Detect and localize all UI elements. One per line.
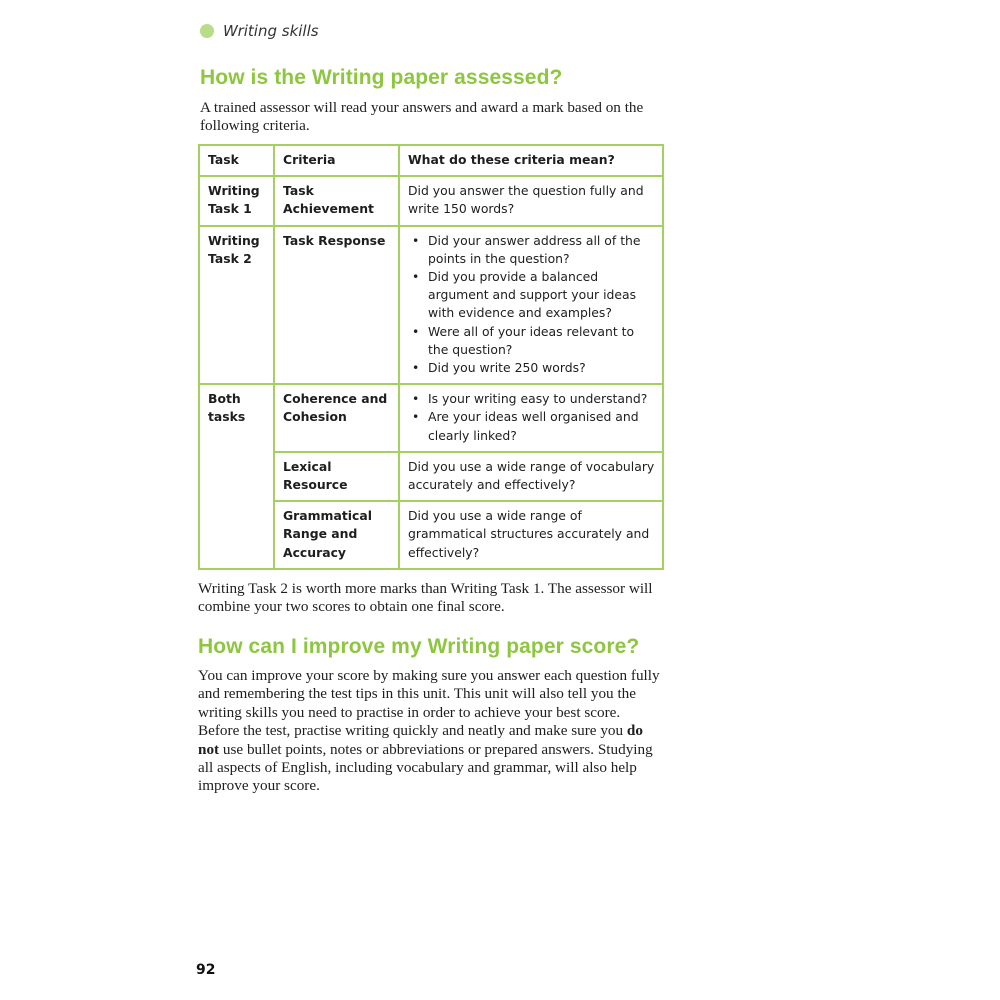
criteria-cell: Grammatical Range and Accuracy: [274, 501, 399, 569]
header-task: Task: [199, 145, 274, 176]
task-cell: Writing Task 2: [199, 226, 274, 385]
note-paragraph: Writing Task 2 is worth more marks than Writing Task 1. The assessor will combine your two scores to obtain one final score.: [198, 580, 653, 616]
table-row: [199, 226, 663, 385]
meaning-cell: [399, 384, 663, 452]
bullet-item: • Were all of your ideas relevant to the question?: [428, 323, 656, 359]
criteria-cell: Task Achievement: [274, 176, 399, 225]
bullet-item: • Is your writing easy to understand?: [428, 390, 656, 408]
improve-text-after: use bullet points, notes or abbreviations or prepared answers. Studying all aspects of English, including vocabulary and grammar, will also help improve your score.: [198, 740, 653, 795]
task-cell: Both tasks: [199, 384, 274, 569]
meaning-cell: Did you answer the question fully and write 150 words?: [399, 176, 663, 225]
meaning-cell: Did you use a wide range of grammatical structures accurately and effectively?: [399, 501, 663, 569]
criteria-table: [198, 144, 664, 570]
criteria-cell: Lexical Resource: [274, 452, 399, 501]
section-label: Writing skills: [223, 22, 319, 40]
section-header: [200, 22, 319, 40]
bullet-item: • Did you write 250 words?: [428, 359, 656, 377]
meaning-cell: Did you use a wide range of vocabulary accurately and effectively?: [399, 452, 663, 501]
header-meaning: What do these criteria mean?: [399, 145, 663, 176]
bullet-item: • Did you provide a balanced argument and support your ideas with evidence and examples?: [428, 268, 656, 323]
intro-paragraph: A trained assessor will read your answers and award a mark based on the following criteria.: [200, 99, 644, 135]
table-row: [199, 176, 663, 225]
header-criteria: Criteria: [274, 145, 399, 176]
circle-bullet-icon: [200, 24, 214, 38]
bullet-item: • Are your ideas well organised and clearly linked?: [428, 408, 656, 444]
meaning-cell: [399, 226, 663, 385]
improve-emphasis: do not: [198, 722, 643, 758]
heading-assessed: How is the Writing paper assessed?: [200, 66, 563, 89]
bullet-item: • Did your answer address all of the points in the question?: [428, 232, 656, 268]
heading-improve: How can I improve my Writing paper score?: [198, 635, 640, 658]
table-header-row: [199, 145, 663, 176]
table-row: [199, 384, 663, 452]
criteria-cell: Task Response: [274, 226, 399, 385]
improve-paragraph: [198, 667, 660, 796]
improve-text-before: You can improve your score by making sure you answer each question fully and remembering the test tips in this unit. This unit will also tell you the writing skills you need to practise in order to achieve your best score. Before the test, practise writing quickly and neatly and make sure you: [198, 667, 660, 740]
bullet-list: [408, 232, 656, 378]
bullet-list: [408, 390, 656, 445]
criteria-cell: Coherence and Cohesion: [274, 384, 399, 452]
page-number: 92: [196, 962, 216, 978]
task-cell: Writing Task 1: [199, 176, 274, 225]
